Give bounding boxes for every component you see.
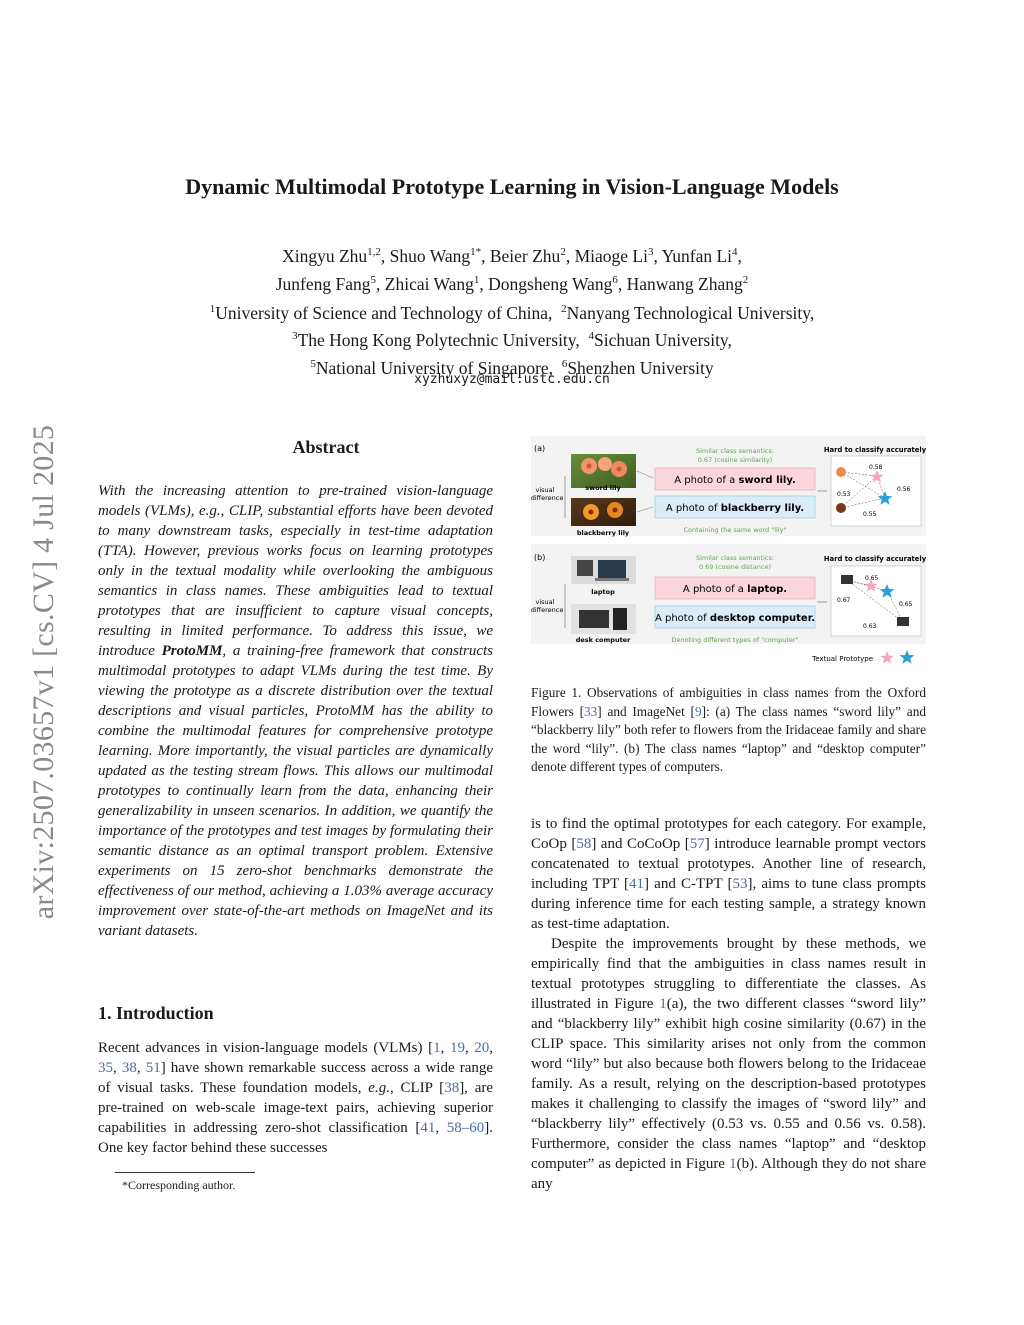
- similarity-value: 0.55: [863, 511, 877, 518]
- panel-b-label: (b): [534, 553, 546, 562]
- image-label-laptop: laptop: [591, 588, 615, 596]
- similarity-value: 0.65: [899, 601, 913, 608]
- author: Beier Zhu$^2$,: [489, 245, 575, 266]
- author: Shuo Wang$^{1*}$,: [389, 245, 490, 266]
- citation-link[interactable]: 41: [629, 876, 645, 892]
- citation-link[interactable]: 58–60: [446, 1120, 485, 1136]
- citation-link[interactable]: 19: [449, 1040, 465, 1056]
- author: Dongsheng Wang$^6$,: [488, 273, 627, 294]
- image-node: [836, 503, 846, 513]
- image-label-sword-lily: sword lily: [585, 484, 621, 492]
- similarity-value: 0.53: [837, 491, 851, 498]
- legend-label: Textual Prototype: [812, 655, 873, 663]
- similarity-value: 0.63: [863, 623, 877, 630]
- similarity-value: 0.65: [865, 575, 879, 582]
- footnote: *Corresponding author.: [122, 1178, 236, 1192]
- image-node: [897, 617, 909, 626]
- author-line-1: [0, 240, 1024, 268]
- intro-paragraph: Recent advances in vision-language models (VLMs) [1, 19, 20, 35, 38, 51] have shown remarkable success across a wide range of visual tasks. These foundation models, e.g., CLIP [38], are pre-trained on web-scale image-text pairs, achieving superior capabilities in addressing zero-shot classification [41, 58–60]. One key factor behind these successes: [98, 1040, 494, 1156]
- citation-link[interactable]: 33: [584, 703, 598, 719]
- citation-link[interactable]: 38: [444, 1080, 460, 1096]
- hard-to-classify-label: Hard to classify accurately: [823, 446, 926, 454]
- laptop-image: [571, 556, 636, 584]
- similarity-value: 0.56: [897, 486, 911, 493]
- hard-to-classify-label: Hard to classify accurately: [823, 555, 926, 563]
- desk-computer-image: [571, 604, 636, 634]
- paragraph: is to find the optimal prototypes for each category. For example, CoOp [58] and CoCoOp [57] introduce learnable prompt vectors concatenated to textual prototypes. Another line of research, including TPT [41] and C-TPT [53], aims to tune class prompts during inference time for each testing sample, a strategy known as test-time adaptation.: [531, 816, 927, 932]
- author: Hanwang Zhang$^2$: [626, 273, 749, 294]
- prompt-text: A photo of a sword lily.: [674, 475, 796, 486]
- citation-link[interactable]: 41: [420, 1120, 436, 1136]
- legend-star-pink: [880, 651, 893, 664]
- similarity-note: Similar class semantics:: [695, 554, 775, 562]
- affiliation: The Hong Kong Polytechnic University,: [297, 330, 580, 351]
- visual-difference-label: difference: [531, 494, 564, 502]
- citation-link[interactable]: 9: [694, 703, 702, 719]
- section-heading-introduction: 1. Introduction: [98, 1003, 214, 1023]
- figure-ref-link[interactable]: 1: [659, 996, 667, 1012]
- visual-difference-label: difference: [531, 606, 564, 614]
- affiliation: Sichuan University,: [594, 330, 732, 351]
- paper-title: Dynamic Multimodal Prototype Learning in Vision-Language Models: [185, 174, 839, 199]
- image-label-blackberry-lily: blackberry lily: [576, 529, 630, 537]
- affiliation: University of Science and Technology of China,: [215, 302, 553, 323]
- blackberry-lily-image: [571, 498, 636, 526]
- similarity-note: 0.67 (cosine similarity): [697, 456, 773, 464]
- citation-link[interactable]: 58: [576, 836, 592, 852]
- prompt-text: A photo of blackberry lily.: [665, 503, 805, 514]
- legend-star-blue: [900, 650, 915, 664]
- figure-1: [531, 436, 926, 671]
- author-email[interactable]: xyzhuxyz@mail.ustc.edu.cn: [414, 372, 610, 387]
- citation-link[interactable]: 57: [689, 836, 705, 852]
- author: Zhicai Wang$^1$,: [384, 273, 489, 294]
- paragraph: Despite the improvements brought by these methods, we empirically find that the ambiguities in class names result in textual prototypes struggling to differentiate the classes. As illustrated in Figure 1(a), the two different classes “sword lily” and “blackberry lily” exhibit high cosine similarity (0.67) in the CLIP space. This similarity arises not only from the common word “lily” but also because both flowers belong to the Iridaceae family. As a result, relying on the description-based prototypes makes it challenging to classify the images of “sword lily” and “blackberry lily” effectively (0.53 vs. 0.55 and 0.56 vs. 0.58). Furthermore, consider the class names “laptop” and “desktop computer” as depicted in Figure 1(b). Although they do not share any: [531, 936, 926, 1192]
- figure-caption: Figure 1. Observations of ambiguities in class names from the Oxford Flowers [33] and ImageNet [9]: (a) The class names “sword lily” and “blackberry lily” both refer to flowers from the Iridaceae family and share the word “lily”. (b) The class names “laptop” and “desktop computer” denote different types of computers.: [531, 685, 926, 774]
- similarity-note: Similar class semantics:: [695, 447, 775, 455]
- image-node: [836, 467, 846, 477]
- citation-link[interactable]: 38: [121, 1060, 137, 1076]
- author: Junfeng Fang$^5$,: [275, 273, 385, 294]
- affiliations: $^1$University of Science and Technology of China, $^2$Nanyang Technological University, $^3$The Hong Kong Polytechnic University, $^4$Sichuan University, $^5$National University of Singapore, $^6$Shenzhen University: [209, 302, 815, 378]
- image-label-desk-computer: desk computer: [575, 636, 631, 644]
- similarity-value: 0.58: [869, 464, 883, 471]
- figure-ref-link[interactable]: 1: [729, 1156, 737, 1172]
- author-line-2: [0, 268, 1024, 296]
- prompt-note: Denoting different types of "computer": [671, 636, 799, 644]
- citation-link[interactable]: 53: [732, 876, 748, 892]
- visual-difference-label: visual: [535, 598, 555, 606]
- panel-a-label: (a): [534, 444, 546, 453]
- author: Yunfan Li$^4$,: [661, 245, 742, 266]
- sword-lily-image: [571, 454, 636, 488]
- similarity-value: 0.67: [837, 597, 851, 604]
- citation-link[interactable]: 51: [145, 1060, 161, 1076]
- visual-difference-label: visual: [535, 486, 555, 494]
- affiliation: Nanyang Technological University,: [566, 302, 815, 323]
- affiliation: National University of Singapore,: [315, 357, 554, 378]
- abstract-body: With the increasing attention to pre-trained vision-language models (VLMs), e.g., CLIP, substantial efforts have been devoted to many downstream tasks, especially in test-time adaptation (TTA). However, previous works focus on learning prototypes only in the textual modality while overlooking the ambiguous semantics in class names. These ambiguities lead to textual prototypes that are insufficient to capture visual concepts, resulting in limited performance. To address this issue, we introduce ProtoMM, a training-free framework that constructs multimodal prototypes to adapt VLMs during the test time. By viewing the prototype as a discrete distribution over the textual descriptions and visual particles, ProtoMM has the ability to combine the multimodal features for comprehensive prototype learning. More importantly, the visual particles are dynamically updated as the testing stream flows. This allows our multimodal prototypes to continually learn from the data, enhancing their generalizability in unseen scenarios. In addition, we quantify the importance of the prototypes and test images by formulating their semantic distance as an optimal transport problem. Extensive experiments on 15 zero-shot benchmarks demonstrate the effectiveness of our method, achieving a 1.03% average accuracy improvement over state-of-the-art methods on ImageNet and its variant datasets.: [98, 483, 493, 939]
- similarity-note: 0.69 (cosine distance): [698, 563, 772, 571]
- affiliation: Shenzhen University: [567, 357, 714, 378]
- arxiv-stamp: [14, 400, 74, 945]
- citation-link[interactable]: 1: [433, 1040, 441, 1056]
- citation-link[interactable]: 20: [474, 1040, 490, 1056]
- author-list: [0, 240, 1024, 296]
- author: Miaoge Li$^3$,: [574, 245, 662, 266]
- arxiv-id: arXiv:2507.03657v1 [cs.CV] 4 Jul 2025: [27, 424, 60, 920]
- abstract-heading: Abstract: [292, 437, 360, 457]
- prompt-note: Containing the same word "lily": [683, 526, 787, 534]
- method-name: ProtoMM: [161, 643, 223, 659]
- author: Xingyu Zhu$^{1,2}$,: [282, 245, 390, 266]
- image-node: [841, 575, 853, 584]
- right-column-text: [531, 814, 926, 1194]
- prompt-text: A photo of desktop computer.: [654, 613, 816, 624]
- footnote-rule: [115, 1172, 255, 1173]
- citation-link[interactable]: 35: [98, 1060, 113, 1076]
- prompt-text: A photo of a laptop.: [682, 584, 788, 595]
